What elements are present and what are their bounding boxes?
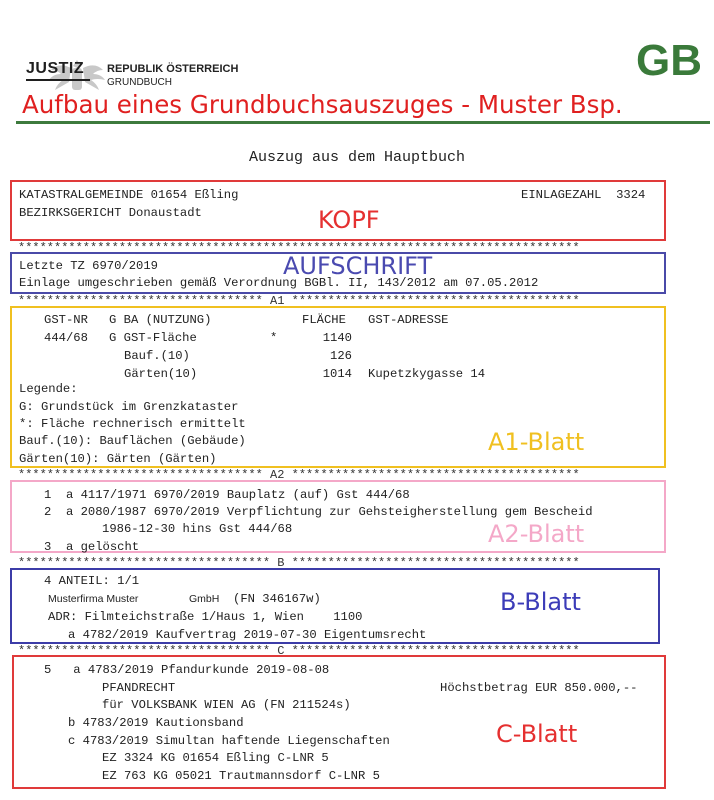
separator-a2: ********************************** A2 **************************************** xyxy=(18,469,580,481)
owner-address: ADR: Filmteichstraße 1/Haus 1, Wien 1100 xyxy=(48,610,363,624)
col-g-ba-nutzung: G BA (NUTZUNG) xyxy=(109,313,212,327)
c-entry: 5 a 4783/2019 Pfandurkunde 2019-08-08 xyxy=(44,663,330,677)
gaerten-usage: Gärten(10) xyxy=(124,367,198,381)
einlagezahl: EINLAGEZAHL 3324 xyxy=(521,188,646,202)
a2-label: A2-Blatt xyxy=(488,520,585,548)
ownership-entry: a 4782/2019 Kaufvertrag 2019-07-30 Eigentumsrecht xyxy=(68,628,427,642)
a2-entry: 2 a 2080/1987 6970/2019 Verpflichtung zur Gehsteigherstellung gem Bescheid xyxy=(44,505,593,519)
col-gst-nr: GST-NR xyxy=(44,313,88,327)
document-heading: Auszug aus dem Hauptbuch xyxy=(248,149,466,166)
aufschrift-label: AUFSCHRIFT xyxy=(283,252,433,280)
separator-c: *********************************** C **************************************** xyxy=(18,645,580,657)
c-creditor: für VOLKSBANK WIEN AG (FN 211524s) xyxy=(102,698,351,712)
katastralgemeinde: KATASTRALGEMEINDE 01654 Eßling xyxy=(19,188,239,202)
legend-item: Gärten(10): Gärten (Gärten) xyxy=(19,452,217,466)
a1-label: A1-Blatt xyxy=(488,428,585,456)
gb-badge: GB xyxy=(636,36,702,85)
legend-title: Legende: xyxy=(19,382,78,396)
b-label: B-Blatt xyxy=(500,588,581,616)
separator-b: *********************************** B **************************************** xyxy=(18,557,580,569)
owner-name: Musterfirma Muster xyxy=(48,593,139,605)
gst-adresse-value: Kupetzkygasse 14 xyxy=(368,367,486,381)
c-entry-continuation: EZ 3324 KG 01654 Eßling C-LNR 5 xyxy=(102,751,329,765)
title-divider xyxy=(16,121,710,124)
owner-fn: (FN 346167w) xyxy=(233,592,321,606)
a2-entry-continuation: 1986-12-30 hins Gst 444/68 xyxy=(102,522,293,536)
hoechstbetrag: Höchstbetrag EUR 850.000,-- xyxy=(440,681,638,695)
justiz-logo-text: JUSTIZ xyxy=(26,60,85,77)
area-bauf: 126 xyxy=(330,349,352,363)
einlage-umgeschrieben: Einlage umgeschrieben gemäß Verordnung BGBl. II, 143/2012 am 07.05.2012 xyxy=(19,276,539,290)
owner-legal-form: GmbH xyxy=(189,593,220,605)
pfandrecht: PFANDRECHT xyxy=(102,681,176,695)
area-gaerten: 1014 xyxy=(322,367,352,381)
legend-item: G: Grundstück im Grenzkataster xyxy=(19,400,239,414)
c-entry-continuation: EZ 763 KG 05021 Trautmannsdorf C-LNR 5 xyxy=(102,769,380,783)
separator-a1: ********************************** A1 **************************************** xyxy=(18,295,580,307)
col-flaeche: FLÄCHE xyxy=(302,313,346,327)
c-entry: b 4783/2019 Kautionsband xyxy=(68,716,244,730)
a2-entry: 1 a 4117/1971 6970/2019 Bauplatz (auf) Gst 444/68 xyxy=(44,488,410,502)
gst-flaeche: G GST-Fläche xyxy=(109,331,197,345)
calc-mark: * xyxy=(270,331,278,345)
separator: ****************************************************************************** xyxy=(18,242,580,254)
legend-item: *: Fläche rechnerisch ermittelt xyxy=(19,417,246,431)
institution-name: REPUBLIK ÖSTERREICH xyxy=(107,63,239,75)
letzte-tz: Letzte TZ 6970/2019 xyxy=(19,259,158,273)
page-title: Aufbau eines Grundbuchsauszuges - Muster Bsp. xyxy=(22,90,623,119)
a2-entry: 3 a gelöscht xyxy=(44,540,140,554)
institution-subname: GRUNDBUCH xyxy=(107,77,172,88)
area-total: 1140 xyxy=(322,331,352,345)
gst-nr-value: 444/68 xyxy=(44,331,88,345)
anteil: 4 ANTEIL: 1/1 xyxy=(44,574,140,588)
bezirksgericht: BEZIRKSGERICHT Donaustadt xyxy=(19,206,202,220)
kopf-label: KOPF xyxy=(318,206,380,234)
c-label: C-Blatt xyxy=(496,720,578,748)
col-gst-adresse: GST-ADRESSE xyxy=(368,313,449,327)
logo-underline xyxy=(26,79,90,81)
c-entry: c 4783/2019 Simultan haftende Liegenschaften xyxy=(68,734,390,748)
bauf-usage: Bauf.(10) xyxy=(124,349,190,363)
legend-item: Bauf.(10): Bauflächen (Gebäude) xyxy=(19,434,246,448)
